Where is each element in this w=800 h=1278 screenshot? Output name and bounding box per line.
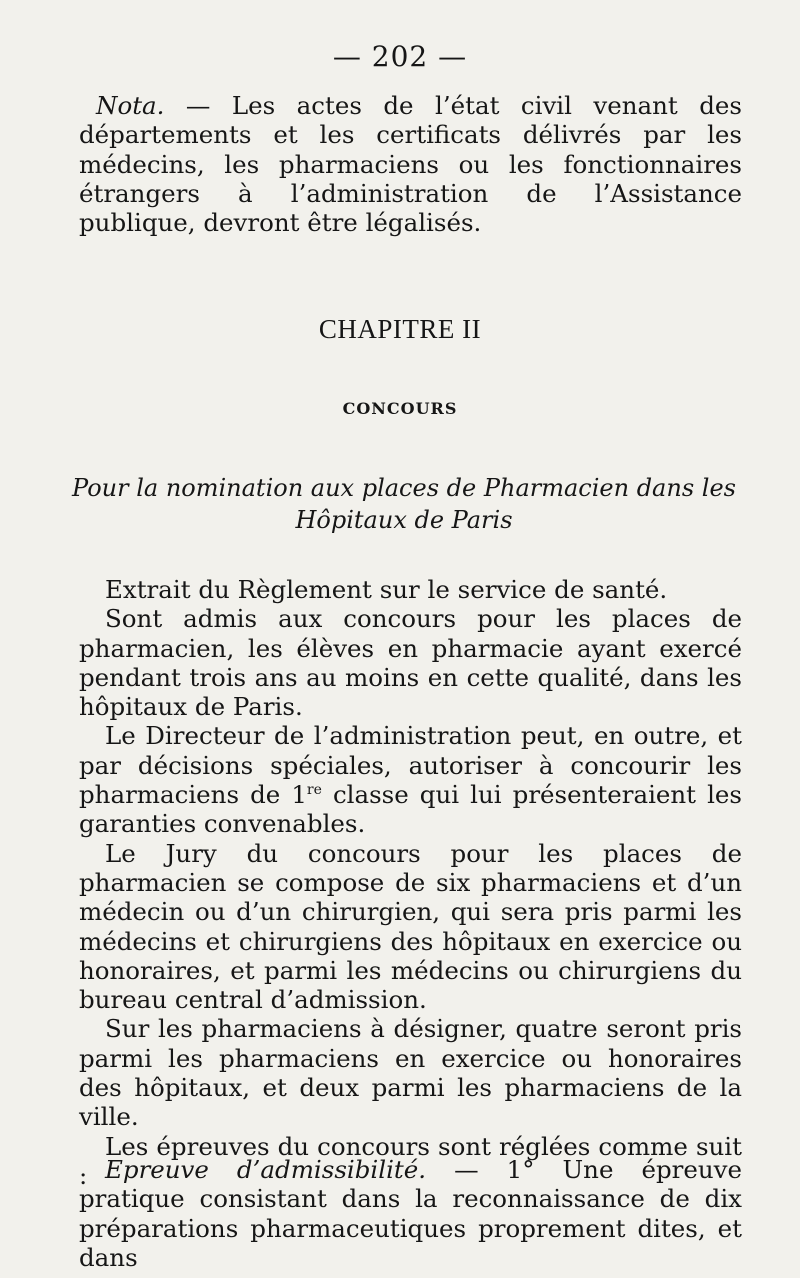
- admissibility-label: Epreuve d’admissibilité.: [105, 1155, 427, 1184]
- paragraph-pharmacists: Sur les pharmaciens à désigner, quatre seront pris parmi les pharmaciens en exercice ou honoraires des hôpitaux, et deux parmi les pharmaciens de la ville.: [79, 1014, 742, 1132]
- nota-paragraph: [79, 91, 742, 237]
- subtitle-line-1: Pour la nomination aux places de Pharmacien dans les: [72, 474, 736, 502]
- admissibility-paragraph: [79, 1155, 742, 1272]
- paragraph-admission: Sont admis aux concours pour les places de pharmacien, les élèves en pharmacie ayant exercé pendant trois ans au moins en cette qualité, dans les hôpitaux de Paris.: [79, 604, 742, 722]
- paragraph-director-text-end: classe qui lui présenteraient les garanties convenables.: [79, 780, 742, 839]
- nota-label: Nota.: [96, 91, 165, 120]
- nota-text: — Les actes de l’état civil venant des départements et les certificats délivrés par les médecins, les pharmaciens ou les fonctionnaires étrangers à l’administration de l’Assistance publique, devront être légalisés.: [79, 91, 742, 238]
- paragraph-jury: Le Jury du concours pour les places de pharmacien se compose de six pharmaciens et d’un médecin ou d’un chirurgien, qui sera pris parmi les médecins et chirurgiens des hôpitaux en exercice ou honoraires, et parmi les médecins ou chirurgiens du bureau central d’admission.: [79, 838, 742, 1015]
- superscript-re: re: [306, 781, 322, 798]
- paragraph-epreuves: Les épreuves du concours sont réglées comme suit :: [79, 1131, 742, 1190]
- main-text: [79, 575, 742, 1190]
- admissibility-text: — 1° Une épreuve pratique consistant dans la reconnaissance de dix préparations pharmaceutiques proprement dites, et dans: [79, 1155, 742, 1272]
- subtitle-line-2: Hôpitaux de Paris: [295, 506, 513, 534]
- paragraph-extract: Extrait du Règlement sur le service de santé.: [105, 575, 668, 604]
- section-title: CONCOURS: [342, 399, 458, 418]
- page-number: — 202 —: [332, 40, 468, 73]
- chapter-title: CHAPITRE II: [318, 314, 482, 344]
- subtitle: [66, 472, 742, 536]
- paragraph-director: [79, 721, 742, 838]
- paragraph-director-text: Le Directeur de l’administration peut, en outre, et par décisions spéciales, autoriser à concourir les pharmaciens de 1: [79, 721, 742, 810]
